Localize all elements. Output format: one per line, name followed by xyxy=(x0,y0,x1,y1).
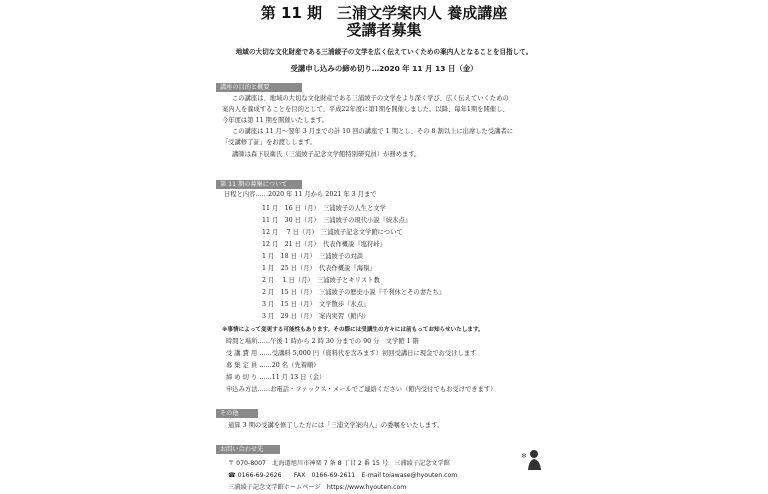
contact-phone: ☎ 0166-69-2626 FAX 0166-69-2611 E-mail toiawase@hyouten.com xyxy=(228,472,458,479)
section-heading-contact: お問い合わせ先 xyxy=(216,445,280,454)
other-text: 通算 3 期の受講を修了した方には「三浦文学案内人」の委嘱をいたします。 xyxy=(228,422,444,429)
flyer-document xyxy=(216,0,552,494)
schedule-header: 日程と内容……2020 年 11 月から 2021 年 3 月まで xyxy=(224,191,377,198)
contact-website[interactable]: 三浦綾子記念文学館ホームページ https://www.hyouten.com xyxy=(228,484,407,491)
detail-line: 締 め 切 り ……11 月 13 日（金） xyxy=(226,374,326,381)
schedule-item: 2 月 15 日（月） 三浦綾子の歴史小説『千利休とその妻たち』 xyxy=(262,289,445,296)
deadline-text: 受講申し込みの締め切り…2020 年 11 月 13 日（金） xyxy=(290,64,478,73)
schedule-item: 1 月 18 日（月） 三浦綾子の対談 xyxy=(262,253,364,260)
schedule-item: 11 月 16 日（月） 三浦綾子の人生と文学 xyxy=(262,205,386,212)
schedule-item: 1 月 25 日（月） 代表作概説『海嶺』 xyxy=(262,265,376,272)
detail-line: 受 講 費 用 ……受講料 5,000 円（資料代を含みます）初回受講日に現金でお受けします xyxy=(226,350,477,357)
page-subtitle: 受講者募集 xyxy=(346,21,422,39)
purpose-line: この講座は 11 月～翌年 3 月までの計 10 回の講座で 1 期とし、その 8 割以上に出席した受講者に xyxy=(232,128,514,135)
purpose-line: 今年度は第 11 期を開催いたします。 xyxy=(222,117,328,124)
schedule-item: 12 月 21 日（月） 代表作概説『塩狩峠』 xyxy=(262,241,386,248)
detail-line: 申込み方法……お電話・ファックス・メールでご連絡ください（館内受付でもお受けできます） xyxy=(226,386,497,393)
purpose-line: 講師は森下辰衛氏（三浦綾子記念文学館特別研究員）が務めます。 xyxy=(232,151,421,158)
detail-line: 時間と場所……午後 1 時から 2 時 30 分までの 90 分 文学館 1 階 xyxy=(226,338,419,345)
page-title: 第 11 期 三浦文学案内人 養成講座 xyxy=(260,4,508,22)
change-note: ※事情によって変更する可能性もあります。その際には受講生の方々には前もってお知らせいたします。 xyxy=(222,327,484,333)
museum-logo-icon xyxy=(520,449,544,471)
schedule-item: 3 月 15 日（月） 文学散歩『氷点』 xyxy=(262,301,370,308)
section-heading-purpose: 講座の目的と概要 xyxy=(216,83,302,92)
purpose-line: 案内人を養成することを目的として、平成22年度に第1期を開催しました。以降、毎年1期を開催し、 xyxy=(222,106,509,113)
purpose-line: この講座は、地域の大切な文化財産である三浦綾子の文学をより深く学び、広く伝えていくための xyxy=(232,95,509,102)
contact-address: 〒 070-8007 北海道旭川市神楽 7 条 8 丁目 2 番 15 号 三浦綾子記念文学館 xyxy=(228,460,450,467)
purpose-line: 「受講修了証」をお渡しします。 xyxy=(222,139,316,146)
section-heading-other: その他 xyxy=(216,409,258,418)
schedule-item: 11 月 30 日（月） 三浦綾子の現代小説『続氷点』 xyxy=(262,217,412,224)
schedule-item: 12 月 7 日（月） 三浦綾子記念文学館について xyxy=(262,229,403,236)
section-heading-recruitment: 第 11 期の募集について xyxy=(216,180,302,189)
svg-text:✻: ✻ xyxy=(521,452,527,460)
detail-line: 募 集 定 員 ……20 名（先着順） xyxy=(226,362,320,369)
schedule-item: 2 月 1 日（月） 三浦綾子とキリスト教 xyxy=(262,277,380,284)
schedule-item: 3 月 29 日（月） 案内実習（館内） xyxy=(262,313,370,320)
lead-text: 地域の大切な文化財産である三浦綾子の文学を広く伝えていくための案内人となることを目指して。 xyxy=(235,48,533,56)
